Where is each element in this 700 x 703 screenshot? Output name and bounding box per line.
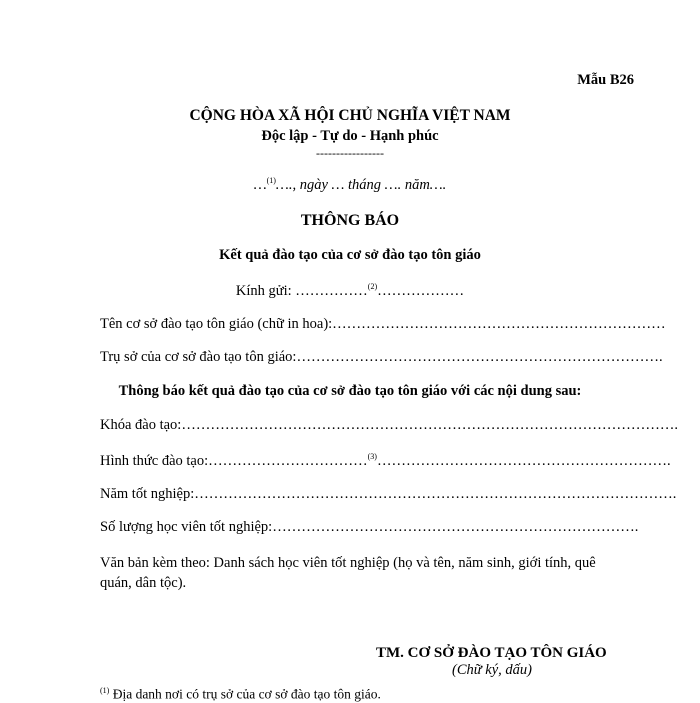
recipient-line [0, 282, 700, 300]
recipient-tail: ……………… [377, 282, 465, 299]
place-date-rest: …., ngày … tháng …. năm…. [275, 176, 447, 193]
recipient-label: Kính gửi: …………… [235, 282, 368, 299]
document-subtitle: Kết quả đào tạo của cơ sở đào tạo tôn giáo [219, 247, 481, 263]
course-field: Khóa đào tạo:…………………………………………………………………………………………. [100, 417, 678, 433]
footnote [100, 686, 381, 703]
footnote-ref: (1) [100, 686, 110, 695]
training-form-note-ref: (3) [367, 452, 377, 461]
document-title: THÔNG BÁO [300, 212, 400, 229]
signature-organization: TM. CƠ SỞ ĐÀO TẠO TÔN GIÁO [376, 645, 607, 661]
intro-line: Thông báo kết quả đào tạo của cơ sở đào tạo tôn giáo với các nội dung sau: [118, 383, 582, 399]
national-motto: Độc lập - Tự do - Hạnh phúc [261, 128, 439, 144]
form-code: Mẫu B26 [577, 72, 634, 88]
place-date-note-ref: (1) [266, 176, 276, 185]
graduation-year-field: Năm tốt nghiệp:………………………………………………………………………………………. [100, 486, 677, 502]
recipient-note-ref: (2) [367, 282, 378, 291]
footnote-text: Địa danh nơi có trụ sở của cơ sở đào tạo tôn giáo. [109, 686, 381, 702]
headquarters-field: Trụ sở của cơ sở đào tạo tôn giáo:…………………………………………………………………. [100, 349, 663, 365]
place-date-line [0, 176, 700, 194]
institution-name-field: Tên cơ sở đào tạo tôn giáo (chữ in hoa):…………………………………………………………… [100, 316, 666, 332]
training-form-tail: ……………………………………………………. [376, 452, 671, 469]
header-divider: ----------------- [316, 146, 384, 160]
place-date-prefix: … [253, 176, 267, 193]
signature-note: (Chữ ký, dấu) [452, 662, 532, 678]
national-title: CỘNG HÒA XÃ HỘI CHỦ NGHĨA VIỆT NAM [189, 107, 511, 124]
attachment-note: Văn bản kèm theo: Danh sách học viên tốt nghiệp (họ và tên, năm sinh, giới tính, quê quán, dân tộc). [100, 555, 596, 591]
training-form-label: Hình thức đào tạo:…………………………… [100, 452, 368, 469]
training-form-field [100, 452, 671, 470]
graduates-count-field: Số lượng học viên tốt nghiệp:…………………………………………………………………. [100, 519, 639, 535]
